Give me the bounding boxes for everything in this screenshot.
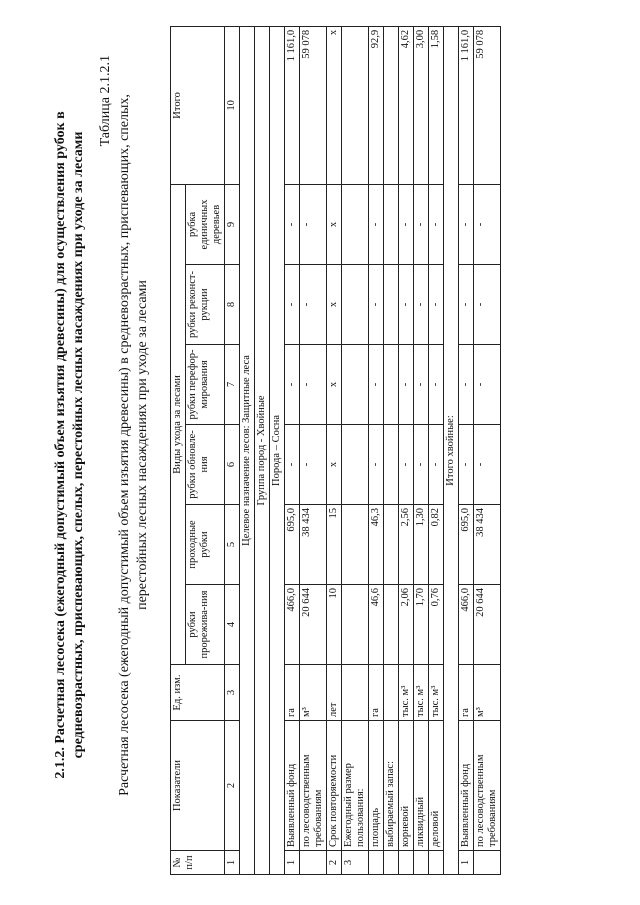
row-name-cell: деловой — [429, 721, 444, 851]
value-reformation — [342, 345, 369, 425]
value-single-trees: - — [285, 184, 300, 264]
table-row — [285, 26, 300, 874]
row-name-cell: Выявленный фонд — [459, 721, 474, 851]
header-single-trees: рубка единичных деревьев — [186, 184, 225, 264]
row-unit-cell: тыс. м³ — [429, 665, 444, 721]
value-reconstruction: х — [327, 265, 342, 345]
value-single-trees: - — [429, 184, 444, 264]
value-reformation: - — [429, 345, 444, 425]
value-passing — [384, 505, 399, 585]
value-total: х — [327, 26, 342, 184]
value-total: 92,9 — [369, 26, 384, 184]
table-row — [342, 26, 369, 874]
value-reconstruction: - — [429, 265, 444, 345]
value-reconstruction: - — [399, 265, 414, 345]
row-unit-cell: га — [369, 665, 384, 721]
value-thinning: 466,0 — [285, 585, 300, 665]
row-name-cell: Ежегодный размер пользования: — [342, 721, 369, 851]
header-reformation: рубки перефор-мирования — [186, 345, 225, 425]
row-num-cell — [414, 851, 429, 875]
value-total: 59 078 — [474, 26, 501, 184]
value-total — [342, 26, 369, 184]
table-row — [384, 26, 399, 874]
value-passing — [342, 505, 369, 585]
value-renewal: - — [459, 425, 474, 505]
section-total-conifers: Итого хвойные: — [444, 26, 459, 874]
value-total: 1,58 — [429, 26, 444, 184]
value-reconstruction — [384, 265, 399, 345]
header-num: № п/п — [171, 851, 225, 875]
value-total: 4,62 — [399, 26, 414, 184]
row-unit-cell: м³ — [474, 665, 501, 721]
value-reconstruction: - — [285, 265, 300, 345]
header-indicators: Показатели — [171, 721, 225, 851]
table-row — [459, 26, 474, 874]
col-number: 10 — [225, 26, 240, 184]
value-total: 3,00 — [414, 26, 429, 184]
value-single-trees: - — [369, 184, 384, 264]
row-name-cell: площадь — [369, 721, 384, 851]
value-reformation: - — [369, 345, 384, 425]
value-single-trees: х — [327, 184, 342, 264]
header-renewal: рубки обновле-ния — [186, 425, 225, 505]
value-single-trees: - — [459, 184, 474, 264]
value-thinning: 10 — [327, 585, 342, 665]
value-reformation: - — [399, 345, 414, 425]
table-number: Таблица 2.1.2.1 — [98, 55, 113, 147]
row-num-cell: 1 — [285, 851, 300, 875]
value-single-trees: - — [474, 184, 501, 264]
value-passing: 38 434 — [300, 505, 327, 585]
value-renewal: - — [300, 425, 327, 505]
section-purpose-row — [240, 26, 255, 874]
value-renewal: - — [399, 425, 414, 505]
value-passing: 695,0 — [459, 505, 474, 585]
section-total-row — [444, 26, 459, 874]
value-renewal: х — [327, 425, 342, 505]
col-number: 3 — [225, 665, 240, 721]
section-species-group: Группа пород - Хвойные — [255, 26, 270, 874]
header-thinning: рубки прорежива-ния — [186, 585, 225, 665]
row-num-cell — [429, 851, 444, 875]
col-number: 9 — [225, 184, 240, 264]
row-num-cell — [399, 851, 414, 875]
row-num-cell: 2 — [327, 851, 342, 875]
value-thinning: 1,70 — [414, 585, 429, 665]
row-name-cell: по лесоводственным требованиям — [300, 721, 327, 851]
header-passing: проходные рубки — [186, 505, 225, 585]
value-thinning — [342, 585, 369, 665]
header-reconstruction: рубки реконст-рукции — [186, 265, 225, 345]
value-renewal — [384, 425, 399, 505]
allowable-cut-table — [170, 26, 501, 875]
value-thinning — [384, 585, 399, 665]
value-total: 1 161,0 — [285, 26, 300, 184]
row-name-cell: Выявленный фонд — [285, 721, 300, 851]
row-unit-cell: тыс. м³ — [399, 665, 414, 721]
col-number: 1 — [225, 851, 240, 875]
value-single-trees — [342, 184, 369, 264]
row-unit-cell — [342, 665, 369, 721]
value-total: 59 078 — [300, 26, 327, 184]
col-number: 8 — [225, 265, 240, 345]
row-unit-cell: тыс. м³ — [414, 665, 429, 721]
value-reformation: - — [414, 345, 429, 425]
value-single-trees: - — [414, 184, 429, 264]
value-reconstruction — [342, 265, 369, 345]
row-num-cell — [474, 851, 501, 875]
row-name-cell: по лесоводственным требованиям — [474, 721, 501, 851]
col-number: 4 — [225, 585, 240, 665]
value-passing: 695,0 — [285, 505, 300, 585]
col-number: 6 — [225, 425, 240, 505]
value-reconstruction: - — [459, 265, 474, 345]
column-number-row — [225, 26, 240, 874]
table-row — [414, 26, 429, 874]
row-num-cell: 3 — [342, 851, 369, 875]
value-reformation: - — [300, 345, 327, 425]
table-row — [429, 26, 444, 874]
col-number: 7 — [225, 345, 240, 425]
row-unit-cell: м³ — [300, 665, 327, 721]
value-reconstruction: - — [474, 265, 501, 345]
header-row-1 — [171, 26, 186, 874]
value-passing: 2,56 — [399, 505, 414, 585]
section-breed-row — [270, 26, 285, 874]
section-group-row — [255, 26, 270, 874]
value-passing: 1,30 — [414, 505, 429, 585]
value-renewal: - — [414, 425, 429, 505]
value-renewal: - — [369, 425, 384, 505]
value-passing: 38 434 — [474, 505, 501, 585]
value-renewal: - — [474, 425, 501, 505]
value-reconstruction: - — [369, 265, 384, 345]
row-name-cell: ликвидный — [414, 721, 429, 851]
row-num-cell: 1 — [459, 851, 474, 875]
value-single-trees — [384, 184, 399, 264]
value-thinning: 20 644 — [474, 585, 501, 665]
value-passing: 0,82 — [429, 505, 444, 585]
col-number: 2 — [225, 721, 240, 851]
value-single-trees: - — [399, 184, 414, 264]
value-passing: 46,3 — [369, 505, 384, 585]
value-thinning: 20 644 — [300, 585, 327, 665]
value-renewal: - — [285, 425, 300, 505]
value-total — [384, 26, 399, 184]
value-renewal — [342, 425, 369, 505]
value-single-trees: - — [300, 184, 327, 264]
section-breed: Порода – Сосна — [270, 26, 285, 874]
value-thinning: 46,6 — [369, 585, 384, 665]
value-reconstruction: - — [414, 265, 429, 345]
table-row — [474, 26, 501, 874]
section-purpose: Целевое назначение лесов: Защитные леса — [240, 26, 255, 874]
row-num-cell — [369, 851, 384, 875]
value-reformation: х — [327, 345, 342, 425]
table-row — [327, 26, 342, 874]
col-number: 5 — [225, 505, 240, 585]
value-reformation: - — [459, 345, 474, 425]
value-reformation — [384, 345, 399, 425]
row-unit-cell: лет — [327, 665, 342, 721]
value-passing: 15 — [327, 505, 342, 585]
header-unit: Ед. изм. — [171, 665, 225, 721]
value-thinning: 2,06 — [399, 585, 414, 665]
row-name-cell: Срок повторяемости — [327, 721, 342, 851]
row-name-cell: выбираемый запас: — [384, 721, 399, 851]
table-caption: Расчетная лесосека (ежегодный допустимый объем изъятия древесины) в средневозрастных, приспевающих, спелых, перестойных лесных насаждениях при уходе за лесами — [117, 94, 150, 796]
section-heading: 2.1.2. Расчетная лесосека (ежегодный допустимый объем изъятия древесины) для осуществления рубок в средневозрастных, приспевающих, спелых, перестойных лесных насаждениях при уходе за лесами — [53, 111, 86, 779]
row-num-cell — [300, 851, 327, 875]
table-row — [300, 26, 327, 874]
value-thinning: 0,76 — [429, 585, 444, 665]
header-total: Итого — [171, 26, 225, 184]
row-unit-cell: га — [459, 665, 474, 721]
value-total: 1 161,0 — [459, 26, 474, 184]
table-row — [369, 26, 384, 874]
value-thinning: 466,0 — [459, 585, 474, 665]
value-reformation: - — [285, 345, 300, 425]
row-name-cell: корневой — [399, 721, 414, 851]
value-reformation: - — [474, 345, 501, 425]
header-care-types: Виды ухода за лесами — [171, 184, 186, 664]
row-unit-cell — [384, 665, 399, 721]
row-num-cell — [384, 851, 399, 875]
table-row — [399, 26, 414, 874]
value-reconstruction: - — [300, 265, 327, 345]
row-unit-cell: га — [285, 665, 300, 721]
value-renewal: - — [429, 425, 444, 505]
